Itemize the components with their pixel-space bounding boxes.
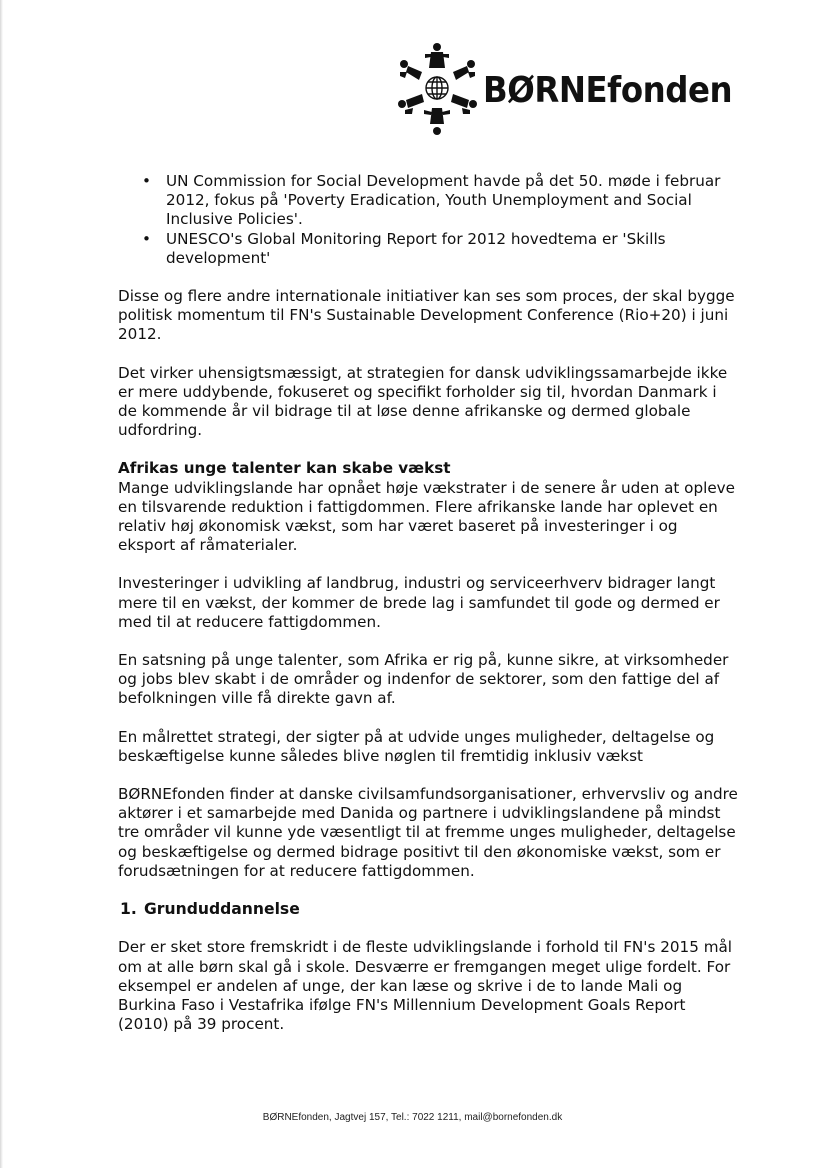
paragraph: BØRNEfonden finder at danske civilsamfundsorganisationer, erhvervsliv og andre aktører i et samarbejde med Danida og partnere i udviklingslandene på mindst tre områder vil kunne yde væsentligt til at fremme unges muligheder, deltagelse og beskæftigelse og dermed bidrage positivt til den økonomiske vækst, som er forudsætningen for at reducere fattigdommen. [118,785,738,880]
spacer [118,555,738,574]
paragraph: Disse og flere andre internationale initiativer kan ses som proces, der skal bygge politisk momentum til FN's Sustainable Development Conference (Rio+20) i juni 2012. [118,287,735,344]
spacer [118,766,738,785]
list-item [118,230,738,268]
numbered-section-heading [118,900,738,919]
paragraph: Investeringer i udvikling af landbrug, industri og serviceerhverv bidrager langt mere til en vækst, der kommer de brede lag i samfundet til gode og dermed er med til at reducere fattigdommen. [118,574,720,631]
scan-edge [0,0,3,1168]
spacer [118,881,738,900]
bornefonden-logo [395,38,745,138]
page-footer: BØRNEfonden, Jagtvej 157, Tel.: 7022 1211, mail@bornefonden.dk [262,1112,563,1123]
document-body [118,172,738,1034]
spacer [118,268,738,287]
bullet-icon: • [142,172,151,190]
spacer [118,709,738,728]
paragraph: Der er sket store fremskridt i de fleste udviklingslande i forhold til FN's 2015 mål om at alle børn skal gå i skole. Desværre er fremgangen meget ulige fordelt. For eksempel er andelen af unge, der kan læse og skrive i de to lande Mali og Burkina Faso i Vestafrika ifølge FN's Millennium Development Goals Report (2010) på 39 procent. [118,938,733,1034]
spacer [118,440,738,459]
paragraph: En satsning på unge talenter, som Afrika er rig på, kunne sikre, at virksomheder og jobs blev skabt i de områder og indenfor de sektorer, som den fattige del af befolkningen ville få direkte gavn af. [118,651,729,708]
bullet-text: UNESCO's Global Monitoring Report for 2012 hovedtema er 'Skills development' [166,229,666,267]
spacer [118,345,738,364]
section-number: 1. [120,900,137,919]
paragraph: En målrettet strategi, der sigter på at udvide unges muligheder, deltagelse og beskæftigelse kunne således blive nøglen til fremtidig inklusiv vækst [118,727,715,765]
logo-brand-text: BØRNEfonden [483,70,733,111]
bullet-icon: • [142,229,151,248]
list-item [118,172,738,230]
section-heading: Afrikas unge talenter kan skabe vækst [118,459,451,478]
section-title: Grunduddannelse [144,900,300,919]
bullet-text: UN Commission for Social Development havde på det 50. møde i februar 2012, fokus på 'Poverty Eradication, Youth Unemployment and Social Inclusive Policies'. [166,172,721,229]
children-globe-logo-icon [395,38,480,138]
paragraph: Det virker uhensigtsmæssigt, at strategien for dansk udviklingssamarbejde ikke er mere uddybende, fokuseret og specifikt forholder sig til, hvordan Danmark i de kommende år vil bidrage til at løse denne afrikanske og dermed globale udfordring. [118,363,728,440]
bullet-list [118,172,738,268]
spacer [118,919,738,938]
paragraph: Mange udviklingslande har opnået høje vækstrater i de senere år uden at opleve en tilsvarende reduktion i fattigdommen. Flere afrikanske lande har oplevet en relativ høj økonomisk vækst, som har været baseret på investeringer i og eksport af råmaterialer. [118,478,736,555]
spacer [118,632,738,651]
